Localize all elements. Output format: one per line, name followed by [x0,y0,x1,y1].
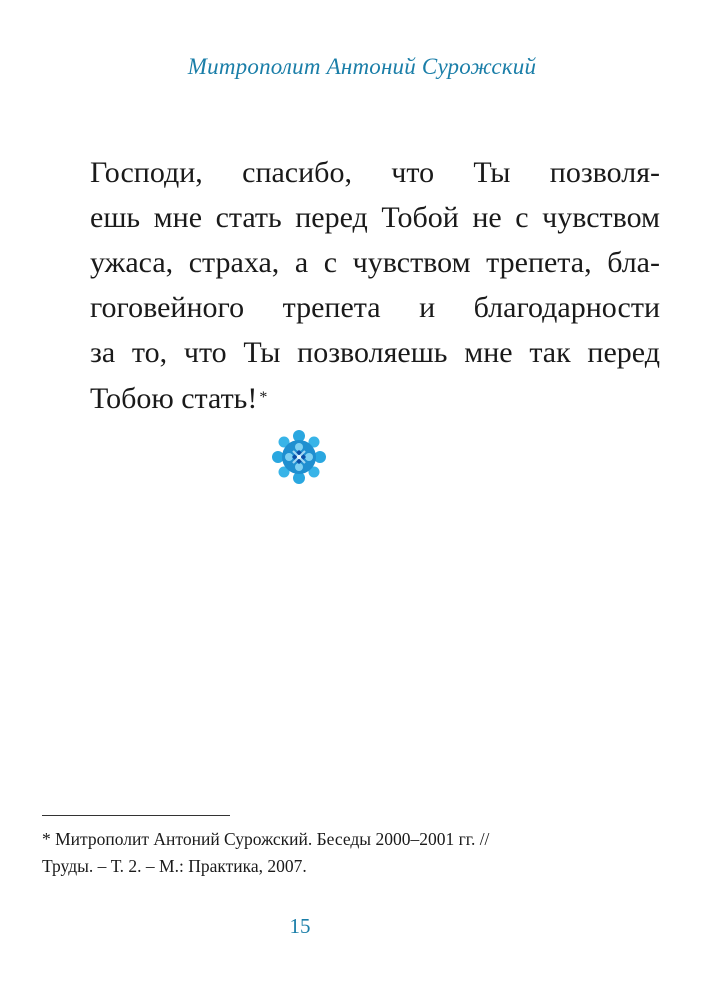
paragraph-line: ужаса, страха, а с чувством трепета, бла- [90,246,660,279]
footnote-line: Труды. – Т. 2. – М.: Практика, 2007. [42,856,307,876]
snowflake-ornament-icon [272,430,326,484]
paragraph-line-text: Тобою стать! [90,382,258,415]
paragraph-line: ешь мне стать перед Тобой не с чувством [90,201,660,234]
page-number: 15 [289,914,311,938]
main-paragraph [90,150,660,421]
paragraph-line: за то, что Ты позволяешь мне так перед [90,336,660,369]
footnote-line: * Митрополит Антоний Сурожский. Беседы 2000–2001 гг. // [42,829,490,849]
paragraph-line-last [90,375,660,421]
footnote-divider [42,815,230,816]
paragraph-line: гоговейного трепета и благодарности [90,291,660,324]
running-title: Митрополит Антоний Сурожский [187,54,537,79]
paragraph-line: Господи, спасибо, что Ты позволя- [90,156,660,189]
footnote [42,826,682,880]
footnote-marker[interactable]: * [259,389,268,406]
